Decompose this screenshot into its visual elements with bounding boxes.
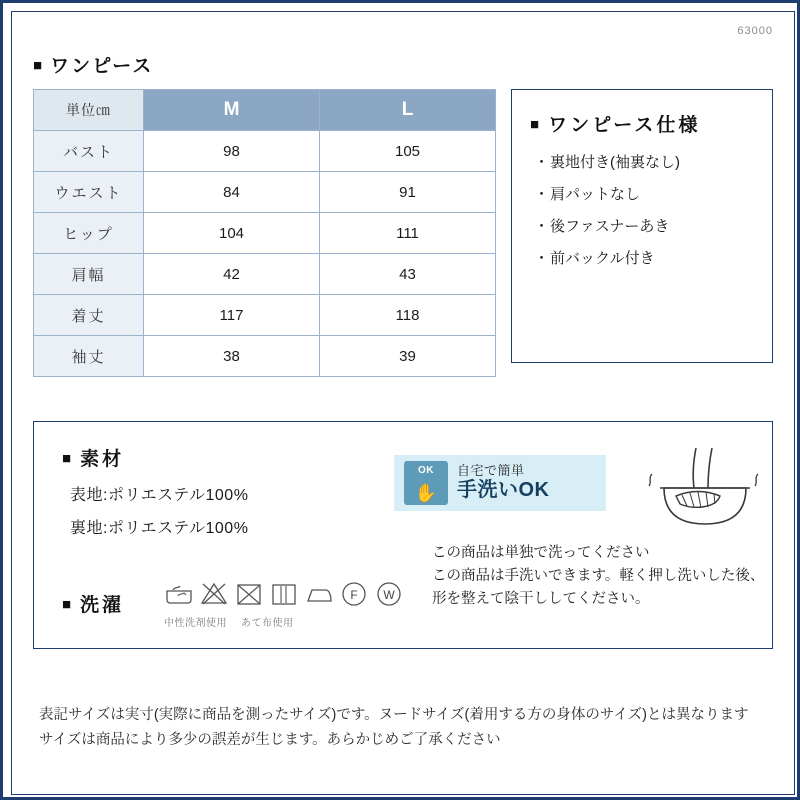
- cell-hip-l: 111: [320, 213, 496, 254]
- cell-bust-l: 105: [320, 131, 496, 172]
- cell-hip-m: 104: [144, 213, 320, 254]
- table-header-row: [34, 90, 496, 131]
- list-item: ・ 肩パットなし: [534, 187, 772, 202]
- cell-sleeve-l: 39: [320, 336, 496, 377]
- dry-clean-f-icon: [339, 579, 369, 609]
- material-heading: ■ 素材: [62, 444, 124, 471]
- care-symbol-row: [164, 579, 404, 609]
- no-tumble-dry-icon: [234, 579, 264, 609]
- svg-text:W: W: [383, 588, 395, 602]
- cell-shoulder-l: 43: [320, 254, 496, 295]
- handwash-banner: [394, 455, 606, 511]
- cell-length-m: 117: [144, 295, 320, 336]
- cell-waist-l: 91: [320, 172, 496, 213]
- care-note-detergent: 中性洗剤使用: [164, 618, 227, 629]
- table-row: [34, 172, 496, 213]
- wash-desc-line1: この商品は単独で洗ってください: [432, 545, 650, 561]
- table-row: [34, 295, 496, 336]
- material-wash-panel: [33, 421, 773, 649]
- care-symbol-notes: [164, 614, 294, 629]
- material-lines: [70, 482, 248, 548]
- footer-line2: サイズは商品により多少の誤差が生じます。あらかじめご了承ください: [39, 732, 501, 749]
- wash-desc-line2: この商品は手洗いできます。軽く押し洗いした後、: [432, 568, 765, 585]
- table-row: [34, 213, 496, 254]
- handwash-line2: 手洗いOK: [457, 478, 550, 501]
- column-header-l: L: [320, 90, 496, 131]
- wet-clean-w-icon: [374, 579, 404, 609]
- page-title: ■ ワンピース: [33, 51, 153, 78]
- ok-badge-label: OK: [418, 465, 434, 476]
- material-outer: 表地:ポリエステル100%: [70, 487, 249, 504]
- row-label-sleeve: 袖丈: [34, 336, 144, 377]
- unit-label: 単位㎝: [34, 90, 144, 131]
- handwash-text: [457, 464, 550, 502]
- size-table: [33, 89, 496, 377]
- table-row: [34, 336, 496, 377]
- column-header-m: M: [144, 90, 320, 131]
- iron-with-cloth-icon: [304, 579, 334, 609]
- ok-badge: [404, 461, 448, 505]
- footer-note: [39, 703, 749, 754]
- row-label-length: 着丈: [34, 295, 144, 336]
- cell-waist-m: 84: [144, 172, 320, 213]
- cell-bust-m: 98: [144, 131, 320, 172]
- row-label-hip: ヒップ: [34, 213, 144, 254]
- table-row: [34, 254, 496, 295]
- wash-desc-line3: 形を整えて陰干ししてください。: [432, 591, 650, 608]
- wash-description: [432, 542, 764, 612]
- row-label-waist: ウエスト: [34, 172, 144, 213]
- drip-dry-shade-icon: [269, 579, 299, 609]
- spec-panel: [511, 89, 773, 363]
- list-item: ・ 後ファスナーあき: [534, 219, 772, 234]
- material-lining: 裏地:ポリエステル100%: [70, 520, 249, 537]
- handwash-basin-illustration: [646, 444, 764, 530]
- cell-sleeve-m: 38: [144, 336, 320, 377]
- list-item: ・ 裏地付き(袖裏なし): [534, 155, 772, 170]
- spec-list: [512, 155, 772, 266]
- hand-icon: ✋: [414, 483, 438, 503]
- product-code: 63000: [737, 25, 773, 37]
- care-note-presscloth: あて布使用: [241, 618, 294, 629]
- table-row: [34, 131, 496, 172]
- wash-heading: ■ 洗濯: [62, 590, 124, 617]
- hand-wash-icon: [164, 579, 194, 609]
- row-label-shoulder: 肩幅: [34, 254, 144, 295]
- spec-heading: ■ ワンピース仕様: [530, 110, 772, 137]
- svg-text:F: F: [350, 588, 358, 602]
- footer-line1: 表記サイズは実寸(実際に商品を測ったサイズ)です。ヌードサイズ(着用する方の身体のサイズ)とは異なります: [39, 707, 749, 723]
- list-item: ・ 前バックル付き: [534, 251, 772, 266]
- cell-shoulder-m: 42: [144, 254, 320, 295]
- no-chlorine-bleach-icon: [199, 579, 229, 609]
- handwash-line1: 自宅で簡単: [457, 463, 525, 479]
- cell-length-l: 118: [320, 295, 496, 336]
- row-label-bust: バスト: [34, 131, 144, 172]
